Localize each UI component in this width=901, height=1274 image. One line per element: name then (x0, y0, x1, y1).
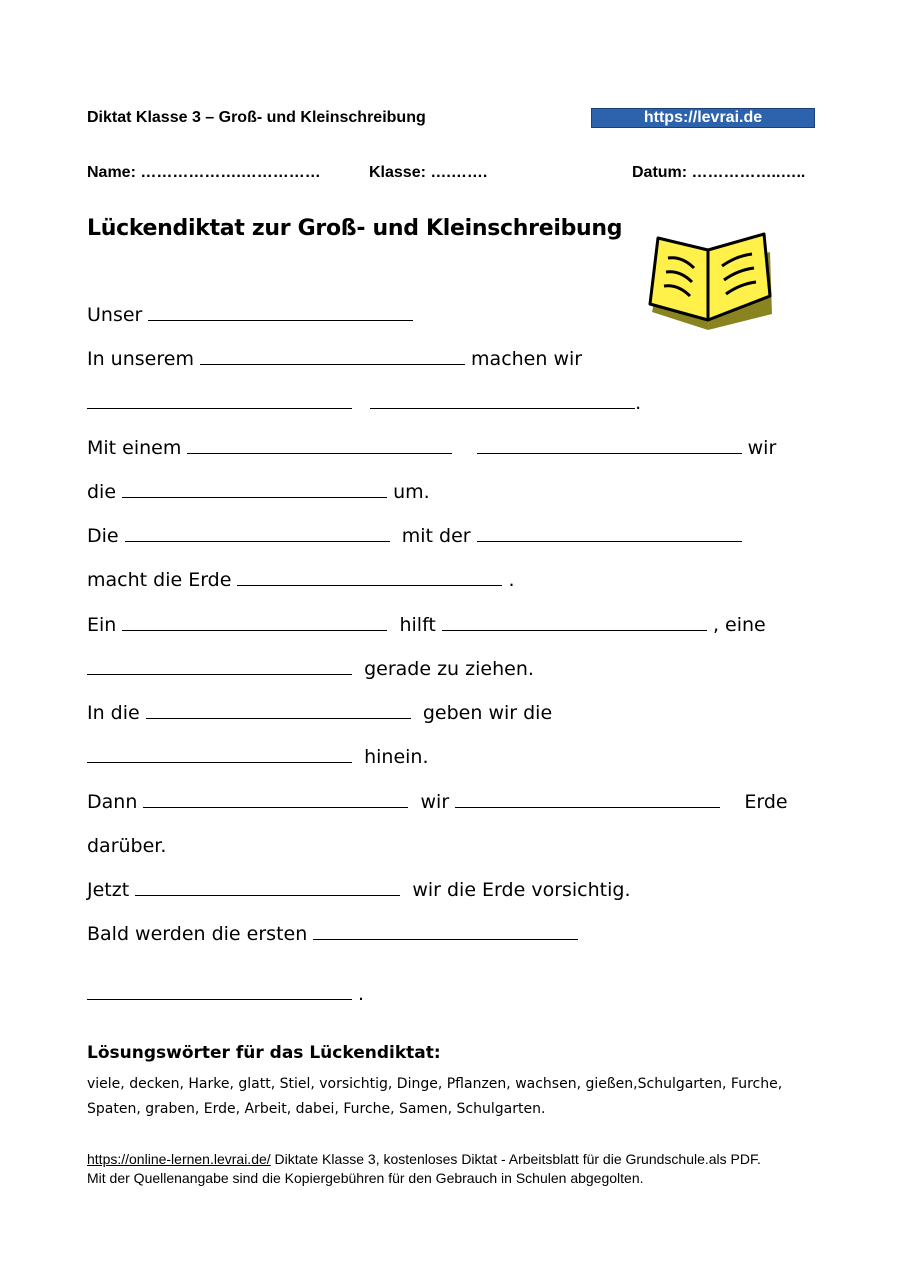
line-text: mit der (401, 525, 471, 547)
page-title: Lückendiktat zur Groß- und Kleinschreibung (87, 216, 623, 241)
dictation-line-8 (87, 614, 766, 636)
blank-field[interactable] (125, 540, 390, 542)
line-text: . (358, 983, 365, 1005)
line-text: geben wir die (422, 702, 553, 724)
blank-field[interactable] (370, 407, 635, 409)
line-text: gerade zu ziehen. (364, 658, 534, 680)
blank-field[interactable] (477, 540, 742, 542)
footer-text: Diktate Klasse 3, kostenloses Diktat - Arbeitsblatt für die Grundschule.als PDF. (270, 1151, 761, 1167)
line-text: Ein (87, 614, 117, 636)
name-field: Name: ……………….…………… (87, 164, 321, 181)
line-text: hilft (399, 614, 436, 636)
blank-field[interactable] (237, 584, 502, 586)
blank-field[interactable] (87, 761, 352, 763)
line-text: Bald werden die ersten (87, 923, 308, 945)
blank-field[interactable] (313, 938, 578, 940)
blank-field[interactable] (135, 894, 400, 896)
blank-field[interactable] (122, 496, 387, 498)
blank-field[interactable] (148, 319, 413, 321)
line-text: um. (393, 481, 430, 503)
line-text: die (87, 481, 117, 503)
solutions-title: Lösungswörter für das Lückendiktat: (87, 1043, 441, 1063)
line-text: Jetzt (87, 879, 130, 901)
dictation-line-13 (87, 835, 166, 857)
footer-link[interactable]: https://online-lernen.levrai.de/ (87, 1151, 271, 1167)
blank-field[interactable] (143, 806, 408, 808)
dictation-line-2 (87, 348, 582, 370)
line-text: wir (420, 791, 450, 813)
dictation-line-1 (87, 304, 413, 326)
line-text: Unser (87, 304, 143, 326)
worksheet-header-title: Diktat Klasse 3 – Groß- und Kleinschreibung (87, 109, 426, 126)
blank-field[interactable] (87, 407, 352, 409)
open-book-icon (646, 226, 776, 332)
klasse-field: Klasse: ….……. (369, 164, 488, 181)
dictation-line-15 (87, 923, 578, 945)
dictation-line-12 (87, 791, 788, 813)
line-text: machen wir (471, 348, 583, 370)
footer-copyright: Mit der Quellenangabe sind die Kopiergebühren für den Gebrauch in Schulen abgegolten. (87, 1170, 644, 1186)
line-text: Mit einem (87, 437, 182, 459)
line-text: . (508, 569, 515, 591)
line-text: hinein. (364, 746, 429, 768)
line-text: In die (87, 702, 140, 724)
footer-note (87, 1150, 761, 1188)
solutions-word-list (87, 1072, 827, 1122)
line-text: In unserem (87, 348, 194, 370)
solutions-words-line: Spaten, graben, Erde, Arbeit, dabei, Furche, Samen, Schulgarten. (87, 1101, 546, 1117)
blank-field[interactable] (122, 629, 387, 631)
blank-field[interactable] (187, 452, 452, 454)
blank-field[interactable] (455, 806, 720, 808)
line-text: wir die Erde vorsichtig. (412, 879, 631, 901)
line-text: wir (747, 437, 777, 459)
blank-field[interactable] (87, 998, 352, 1000)
dictation-line-5 (87, 481, 430, 503)
datum-field: Datum: ……………..….. (632, 164, 806, 181)
blank-field[interactable] (442, 629, 707, 631)
line-text: Die (87, 525, 119, 547)
line-text: Dann (87, 791, 138, 813)
line-text: , eine (712, 614, 766, 636)
dictation-line-16 (87, 983, 364, 1005)
dictation-line-11 (87, 746, 429, 768)
line-text: . (635, 392, 642, 414)
blank-field[interactable] (477, 452, 742, 454)
line-text: macht die Erde (87, 569, 232, 591)
line-text: darüber. (87, 835, 167, 857)
blank-field[interactable] (146, 717, 411, 719)
dictation-line-9 (87, 658, 534, 680)
blank-field[interactable] (87, 673, 352, 675)
dictation-line-4 (87, 437, 776, 459)
solutions-words-line: viele, decken, Harke, glatt, Stiel, vorsichtig, Dinge, Pflanzen, wachsen, gießen,Schulgarten, Furche, (87, 1076, 783, 1092)
dictation-line-6 (87, 525, 742, 547)
dictation-line-14 (87, 879, 631, 901)
dictation-line-10 (87, 702, 552, 724)
dictation-line-3 (87, 392, 641, 414)
site-url-badge[interactable]: https://levrai.de (591, 108, 815, 128)
line-text: Erde (744, 791, 788, 813)
blank-field[interactable] (200, 363, 465, 365)
dictation-line-7 (87, 569, 515, 591)
